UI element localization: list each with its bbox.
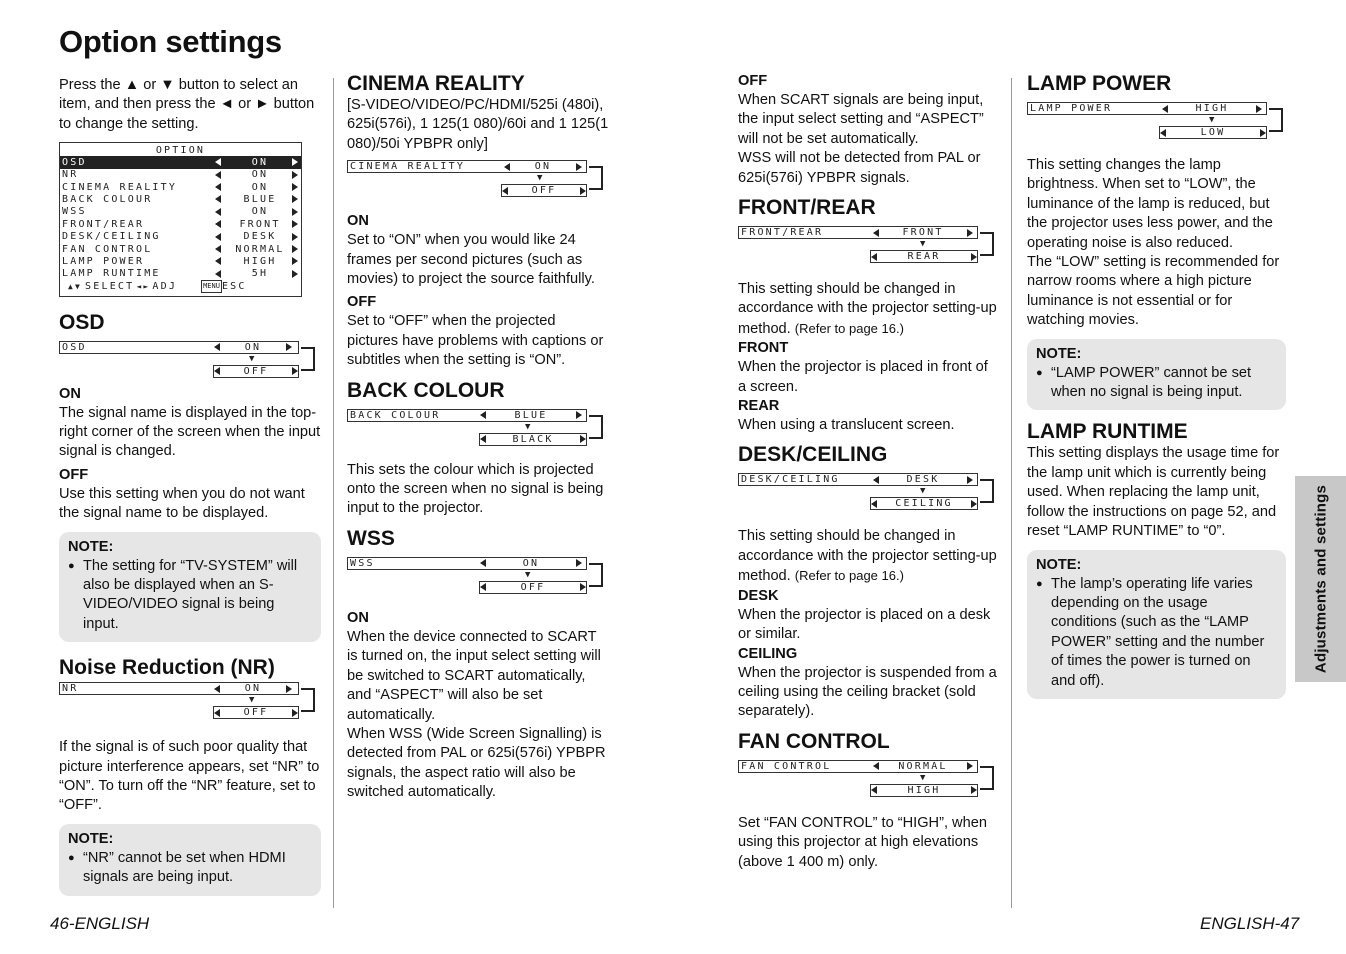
down-arrow-icon: ▼ (525, 569, 533, 580)
cinema-off-label: OFF (347, 294, 377, 311)
down-arrow-icon: ▼ (537, 173, 545, 184)
menu-row-label: FAN CONTROL (62, 243, 153, 255)
right-arrow-icon (292, 245, 298, 253)
front-text: When the projector is placed in front of a screen. (738, 359, 988, 395)
note-text: The lamp’s operating life varies depending on the usage conditions (such as the “LAMP POWER” setting and the number of times the power is turned on and off). (1051, 575, 1265, 689)
switch-row-next (1159, 126, 1267, 139)
back-colour-heading: BACK COLOUR (347, 378, 505, 402)
switch-label: FAN CONTROL (741, 760, 832, 772)
note-title: NOTE: (68, 830, 114, 847)
switch-value: HIGH (1195, 103, 1229, 114)
front-label: FRONT (738, 340, 789, 357)
cinema-off-text: Set to “OFF” when the projected pictures have problems with captions or subtitles when the setting is “ON”. (347, 313, 604, 369)
lamp-power-heading: LAMP POWER (1027, 72, 1172, 95)
wss-on-text-2: When WSS (Wide Screen Signalling) is detected from PAL or 625i(576i) YPBPR signals, the aspect ratio will also be switched automatically. (347, 725, 606, 801)
lamp-runtime-note (1027, 550, 1286, 699)
switch-value: OFF (243, 365, 269, 377)
side-tab-label: Adjustments and settings (1312, 484, 1329, 674)
down-arrow-icon: ▼ (1209, 115, 1217, 125)
column-divider (333, 78, 334, 908)
switch-value: ON (522, 557, 540, 569)
menu-row-label: LAMP RUNTIME (62, 268, 161, 280)
down-arrow-icon: ▼ (525, 421, 533, 432)
switch-value: OFF (531, 185, 557, 197)
wss-switch-diagram (347, 557, 605, 597)
right-arrow-icon (971, 500, 977, 508)
right-arrow-icon (286, 685, 292, 693)
osd-on-label: ON (59, 385, 81, 402)
switch-label: FRONT/REAR (741, 227, 824, 239)
menu-row-value: ON (251, 206, 269, 218)
switch-label: OSD (62, 341, 87, 353)
switch-value: HIGH (907, 784, 941, 796)
switch-row-current (347, 409, 587, 422)
page-number-right: ENGLISH-47 (1200, 914, 1300, 933)
wss-on-text: When the device connected to SCART is turned on, the input select setting will be switched to SCART automatically, and “ASPECT” will also be set automatically. (347, 628, 601, 723)
cinema-switch-diagram (347, 160, 605, 200)
switch-row-next (870, 784, 978, 797)
up-down-arrow-icon: ▲▼ (68, 281, 83, 291)
right-arrow-icon (1260, 129, 1266, 137)
lamp-power-text-2: The “LOW” setting is recommended for narrow rooms where a high picture luminance is not essential or for watching movies. (1027, 254, 1280, 329)
menu-row-value: DESK (243, 231, 277, 243)
menu-row-value: NORMAL (235, 243, 285, 255)
switch-label: BACK COLOUR (350, 409, 441, 421)
menu-footer-esc: ESC (221, 280, 247, 292)
page-reference: (Refer to page 16.) (794, 568, 904, 584)
menu-row-back-colour (60, 193, 301, 205)
note-title: NOTE: (1036, 345, 1082, 362)
column-2 (347, 70, 609, 803)
front-rear-switch-diagram (738, 226, 996, 266)
switch-value: ON (244, 341, 262, 353)
cinema-on-label: ON (347, 213, 369, 230)
right-arrow-icon (971, 786, 977, 794)
left-arrow-icon (215, 183, 221, 191)
wss-on-label: ON (347, 609, 369, 626)
left-arrow-icon (215, 220, 221, 228)
desk-text: When the projector is placed on a desk or similar. (738, 606, 991, 643)
note-text: The setting for “TV-SYSTEM” will also be displayed when an S-VIDEO/VIDEO signal is being input. (83, 557, 298, 632)
right-arrow-icon (580, 583, 586, 591)
switch-row-next (479, 581, 587, 594)
desk-ceiling-heading: DESK/CEILING (738, 443, 888, 467)
switch-value: OFF (243, 707, 269, 719)
right-arrow-icon (576, 411, 582, 419)
ceiling-text: When the projector is suspended from a ceiling using the ceiling bracket (sold separately). (738, 664, 997, 720)
switch-value: DESK (906, 474, 940, 486)
left-arrow-icon (215, 233, 221, 241)
fan-control-switch-diagram (738, 760, 996, 800)
switch-value: ON (244, 683, 262, 695)
osd-off-label: OFF (59, 466, 89, 483)
lamp-power-text: This setting changes the lamp brightness. When set to “LOW”, the luminance of the lamp is reduced, but the projector uses less power, and the operating noise is also reduced. (1027, 157, 1273, 251)
right-arrow-icon (292, 270, 298, 278)
switch-value: BLACK (512, 433, 554, 445)
right-arrow-icon (580, 435, 586, 443)
note-text: “LAMP POWER” cannot be set when no signal is being input. (1051, 364, 1252, 401)
lamp-power-switch-diagram (1027, 102, 1283, 142)
switch-row-next (870, 497, 978, 510)
column-1 (59, 76, 321, 896)
ceiling-label: CEILING (738, 645, 798, 662)
right-arrow-icon (292, 233, 298, 241)
menu-footer-adj: ADJ (152, 280, 178, 292)
menu-row-wss (60, 206, 301, 218)
right-arrow-icon (1256, 105, 1262, 113)
menu-row-value: ON (251, 181, 269, 193)
osd-on-text: The signal name is displayed in the top-right corner of the screen when the input signal is changed. (59, 404, 321, 460)
menu-row-lamp-runtime (60, 268, 301, 280)
bullet-icon: ● (1036, 366, 1043, 379)
menu-footer (60, 280, 301, 292)
cycle-loop-icon (589, 166, 603, 190)
bullet-icon: ● (1036, 577, 1043, 590)
menu-row-label: DESK/CEILING (62, 231, 161, 243)
bullet-icon: ● (68, 559, 75, 572)
wss-off-text-2: WSS will not be detected from PAL or 625i(576i) YPBPR signals. (738, 150, 981, 186)
left-arrow-icon (215, 195, 221, 203)
switch-row-next (501, 184, 587, 197)
switch-value: CEILING (895, 498, 953, 510)
option-menu-header: OPTION (155, 145, 206, 157)
right-arrow-icon (967, 476, 973, 484)
menu-row-value: ON (251, 169, 269, 181)
menu-row-value: ON (251, 156, 269, 168)
switch-value: REAR (907, 251, 941, 263)
switch-label: CINEMA REALITY (350, 161, 466, 173)
switch-value: ON (534, 161, 552, 173)
note-title: NOTE: (68, 538, 114, 555)
menu-row-osd (60, 156, 301, 168)
page-title: Option settings (59, 24, 282, 59)
page-number-left: 46-ENGLISH (50, 914, 150, 933)
switch-row-next (213, 365, 299, 378)
cycle-loop-icon (301, 688, 315, 712)
menu-row-fan-control (60, 243, 301, 255)
right-arrow-icon (580, 187, 586, 195)
nr-switch-diagram (59, 682, 317, 722)
wss-off-label: OFF (738, 73, 768, 89)
cinema-on-text: Set to “ON” when you would like 24 frames per second pictures (such as movies) to project the source faithfully. (347, 232, 595, 288)
switch-label: DESK/CEILING (741, 474, 840, 486)
right-arrow-icon (292, 171, 298, 179)
left-arrow-icon (215, 245, 221, 253)
cinema-heading: CINEMA REALITY (347, 72, 525, 95)
right-arrow-icon (292, 208, 298, 216)
lamp-runtime-text: This setting displays the usage time for the lamp unit which is currently being used. When replacing the lamp unit, follow the instructions on page 52, and reset “LAMP RUNTIME” to “0”. (1027, 445, 1280, 540)
menu-row-value: FRONT (239, 218, 281, 230)
cycle-loop-icon (1269, 108, 1283, 132)
front-rear-text (738, 280, 1000, 339)
menu-row-value: BLUE (243, 194, 277, 206)
right-arrow-icon (292, 367, 298, 375)
cycle-loop-icon (980, 479, 994, 503)
cycle-loop-icon (980, 766, 994, 790)
lamp-power-note (1027, 339, 1286, 411)
switch-row-current (1027, 102, 1267, 115)
page-reference: (Refer to page 16.) (794, 320, 904, 336)
note-text: “NR” cannot be set when HDMI signals are being input. (83, 849, 286, 886)
back-colour-switch-diagram (347, 409, 605, 449)
switch-value: OFF (520, 581, 546, 593)
right-arrow-icon (292, 220, 298, 228)
left-arrow-icon (215, 257, 221, 265)
switch-row-current (347, 160, 587, 173)
right-arrow-icon (292, 257, 298, 265)
menu-footer-select: SELECT (85, 280, 135, 292)
menu-row-label: LAMP POWER (62, 256, 145, 268)
switch-row-current (347, 557, 587, 570)
left-arrow-icon (215, 171, 221, 179)
rear-label: REAR (738, 398, 780, 415)
switch-row-current (59, 341, 299, 354)
nr-text: If the signal is of such poor quality that picture interference appears, set “NR” to “ON”. To turn off the “NR” feature, set to “OFF”. (59, 739, 320, 814)
down-arrow-icon: ▼ (920, 486, 928, 497)
fan-control-text: Set “FAN CONTROL” to “HIGH”, when using this projector at high elevations (above 1 400 m) only. (738, 814, 987, 870)
switch-label: LAMP POWER (1030, 103, 1113, 114)
switch-label: NR (62, 683, 79, 695)
menu-row-lamp-power (60, 255, 301, 267)
nr-heading: Noise Reduction (NR) (59, 656, 275, 680)
menu-row-label: WSS (62, 206, 87, 218)
switch-row-current (738, 760, 978, 773)
right-arrow-icon (576, 163, 582, 171)
note-title: NOTE: (1036, 556, 1082, 573)
down-arrow-icon: ▼ (920, 772, 928, 783)
switch-value: FRONT (902, 227, 944, 239)
cinema-subtitle: [S-VIDEO/VIDEO/PC/HDMI/525i (480i), 625i(576i), 1 125(1 080)/60i and 1 125(1 080)/50i YPBPR only] (347, 97, 609, 152)
menu-row-label: OSD (62, 156, 87, 168)
left-arrow-icon (215, 208, 221, 216)
left-arrow-icon (215, 270, 221, 278)
osd-heading: OSD (59, 310, 105, 334)
osd-note (59, 532, 321, 643)
switch-row-current (59, 682, 299, 695)
rear-text: When using a translucent screen. (738, 417, 955, 434)
switch-row-next (870, 250, 978, 263)
wss-heading: WSS (347, 526, 395, 550)
down-arrow-icon: ▼ (249, 353, 257, 364)
menu-row-value: HIGH (243, 256, 277, 268)
right-arrow-icon (292, 158, 298, 166)
right-arrow-icon (292, 195, 298, 203)
menu-row-value: 5H (251, 268, 269, 280)
right-arrow-icon (292, 183, 298, 191)
desk-ceiling-switch-diagram (738, 473, 996, 513)
column-3 (738, 72, 1000, 872)
switch-row-current (738, 226, 978, 239)
right-arrow-icon (576, 559, 582, 567)
right-arrow-icon (292, 709, 298, 717)
right-arrow-icon (967, 762, 973, 770)
menu-row-desk-ceiling (60, 231, 301, 243)
cycle-loop-icon (589, 563, 603, 587)
desk-label: DESK (738, 587, 779, 604)
desk-ceiling-text (738, 527, 1000, 586)
front-rear-description: This setting should be changed in accordance with the projector setting-up method. (738, 281, 997, 337)
down-arrow-icon: ▼ (920, 239, 928, 250)
switch-value: LOW (1200, 127, 1226, 138)
down-arrow-icon: ▼ (249, 695, 257, 706)
switch-row-current (738, 473, 978, 486)
bullet-icon: ● (68, 851, 75, 864)
column-4 (1027, 70, 1286, 699)
menu-row-label: FRONT/REAR (62, 218, 145, 230)
switch-value: NORMAL (898, 760, 948, 772)
nr-note (59, 824, 321, 896)
cycle-loop-icon (980, 232, 994, 256)
intro-text: Press the ▲ or ▼ button to select an item, and then press the ◄ or ► button to change the setting. (59, 77, 315, 132)
switch-value: BLUE (514, 409, 548, 421)
osd-off-text: Use this setting when you do not want the signal name to be displayed. (59, 485, 305, 522)
desk-ceiling-description: This setting should be changed in accordance with the projector setting-up method. (738, 528, 997, 585)
right-arrow-icon (286, 343, 292, 351)
switch-row-next (479, 433, 587, 446)
fan-control-heading: FAN CONTROL (738, 729, 890, 753)
switch-label: WSS (350, 557, 375, 569)
cycle-loop-icon (301, 347, 315, 371)
menu-row-label: BACK COLOUR (62, 194, 153, 206)
left-right-arrow-icon: ◄► (136, 281, 151, 291)
right-arrow-icon (967, 229, 973, 237)
lamp-runtime-heading: LAMP RUNTIME (1027, 420, 1188, 444)
column-divider (1011, 78, 1012, 908)
osd-switch-diagram (59, 341, 317, 381)
wss-off-text: When SCART signals are being input, the input select setting and “ASPECT” will not be set automatically. (738, 92, 984, 147)
cycle-loop-icon (589, 415, 603, 439)
front-rear-heading: FRONT/REAR (738, 196, 876, 220)
left-arrow-icon (215, 158, 221, 166)
menu-row-front-rear (60, 218, 301, 230)
back-colour-text: This sets the colour which is projected onto the screen when no signal is being input to the projector. (347, 461, 604, 517)
menu-button-icon: MENU (201, 280, 222, 293)
option-menu-screen (59, 142, 302, 296)
menu-row-label: CINEMA REALITY (62, 181, 178, 193)
section-side-tab (1295, 476, 1346, 682)
menu-row-cinema-reality (60, 181, 301, 193)
menu-row-nr (60, 169, 301, 181)
menu-row-label: NR (62, 169, 79, 181)
switch-row-next (213, 706, 299, 719)
right-arrow-icon (971, 253, 977, 261)
